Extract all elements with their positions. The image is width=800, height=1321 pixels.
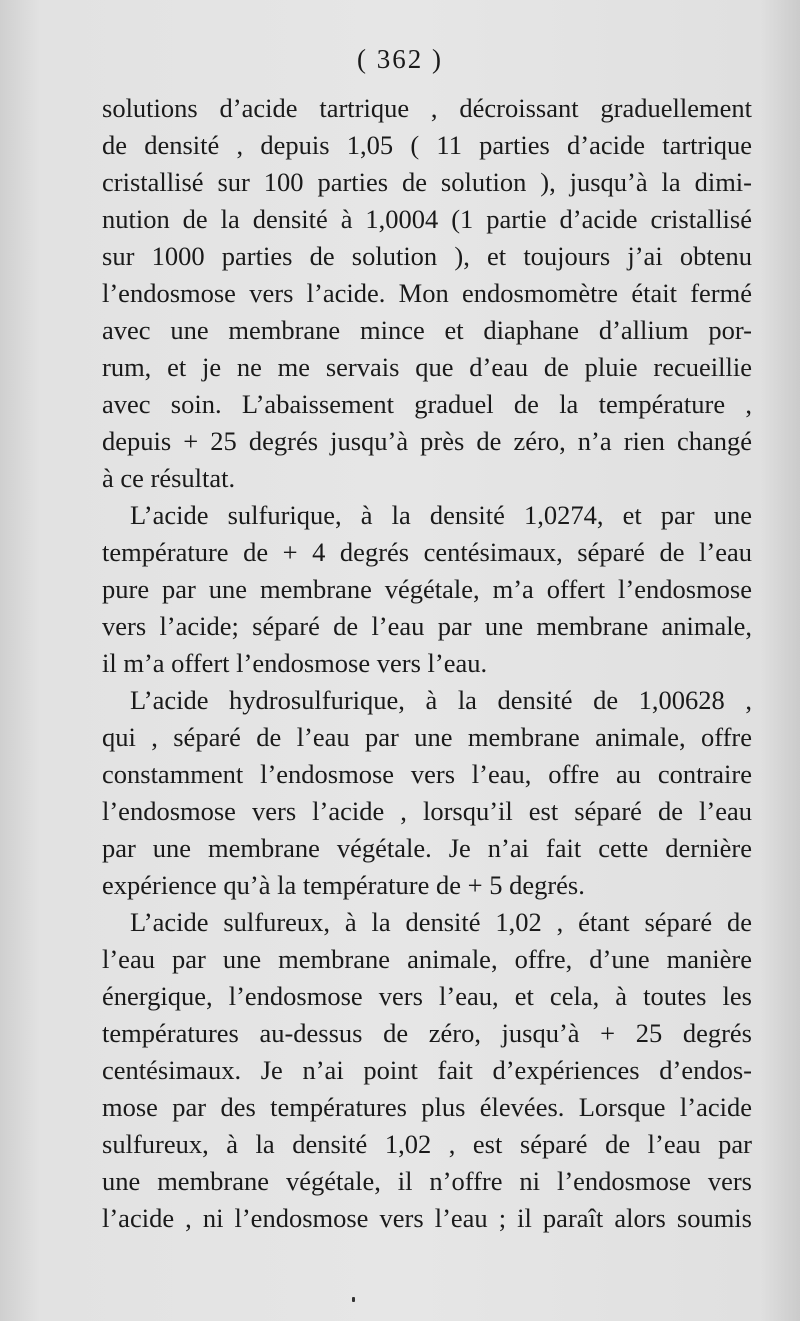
text-line: qui , séparé de l’eau par une membrane animale, offre xyxy=(102,722,752,752)
text-line: vers l’acide; séparé de l’eau par une membrane animale, xyxy=(102,611,752,641)
text-line: l’endosmose vers l’acide. Mon endosmomètre était fermé xyxy=(102,278,752,308)
text-line: pure par une membrane végétale, m’a offert l’endosmose xyxy=(102,574,752,604)
text-line: solutions d’acide tartrique , décroissant graduellement xyxy=(102,93,752,123)
text-line: il m’a offert l’endosmose vers l’eau. xyxy=(102,648,488,678)
text-line: L’acide sulfureux, à la densité 1,02 , étant séparé de xyxy=(130,907,752,937)
text-line: centésimaux. Je n’ai point fait d’expériences d’endos- xyxy=(102,1055,752,1085)
text-line: l’acide , ni l’endosmose vers l’eau ; il paraît alors soumis xyxy=(102,1203,752,1233)
text-line: avec soin. L’abaissement graduel de la température , xyxy=(102,389,752,419)
text-line: depuis + 25 degrés jusqu’à près de zéro, n’a rien changé xyxy=(102,426,752,456)
text-line: l’endosmose vers l’acide , lorsqu’il est séparé de l’eau xyxy=(102,796,752,826)
text-line: rum, et je ne me servais que d’eau de pluie recueillie xyxy=(102,352,752,382)
text-line: par une membrane végétale. Je n’ai fait cette dernière xyxy=(102,833,752,863)
text-line: expérience qu’à la température de + 5 degrés. xyxy=(102,870,585,900)
text-line: une membrane végétale, il n’offre ni l’endosmose vers xyxy=(102,1166,752,1196)
text-line: nution de la densité à 1,0004 (1 partie d’acide cristallisé xyxy=(102,204,752,234)
page-number: ( 362 ) xyxy=(357,44,443,74)
text-line: de densité , depuis 1,05 ( 11 parties d’acide tartrique xyxy=(102,130,752,160)
text-line: L’acide hydrosulfurique, à la densité de 1,00628 , xyxy=(130,685,752,715)
text-line: constamment l’endosmose vers l’eau, offre au contraire xyxy=(102,759,752,789)
ink-speck xyxy=(352,1297,355,1302)
text-line: températures au-dessus de zéro, jusqu’à + 25 degrés xyxy=(102,1018,752,1048)
text-line: énergique, l’endosmose vers l’eau, et cela, à toutes les xyxy=(102,981,752,1011)
text-line: à ce résultat. xyxy=(102,463,236,493)
text-line: L’acide sulfurique, à la densité 1,0274, et par une xyxy=(130,500,752,530)
page-body-text xyxy=(102,90,752,1237)
text-line: avec une membrane mince et diaphane d’allium por- xyxy=(102,315,752,345)
text-line: température de + 4 degrés centésimaux, séparé de l’eau xyxy=(102,537,752,567)
text-line: l’eau par une membrane animale, offre, d’une manière xyxy=(102,944,752,974)
text-line: sulfureux, à la densité 1,02 , est séparé de l’eau par xyxy=(102,1129,752,1159)
text-line: cristallisé sur 100 parties de solution ), jusqu’à la dimi- xyxy=(102,167,752,197)
text-line: mose par des températures plus élevées. Lorsque l’acide xyxy=(102,1092,752,1122)
text-line: sur 1000 parties de solution ), et toujours j’ai obtenu xyxy=(102,241,752,271)
